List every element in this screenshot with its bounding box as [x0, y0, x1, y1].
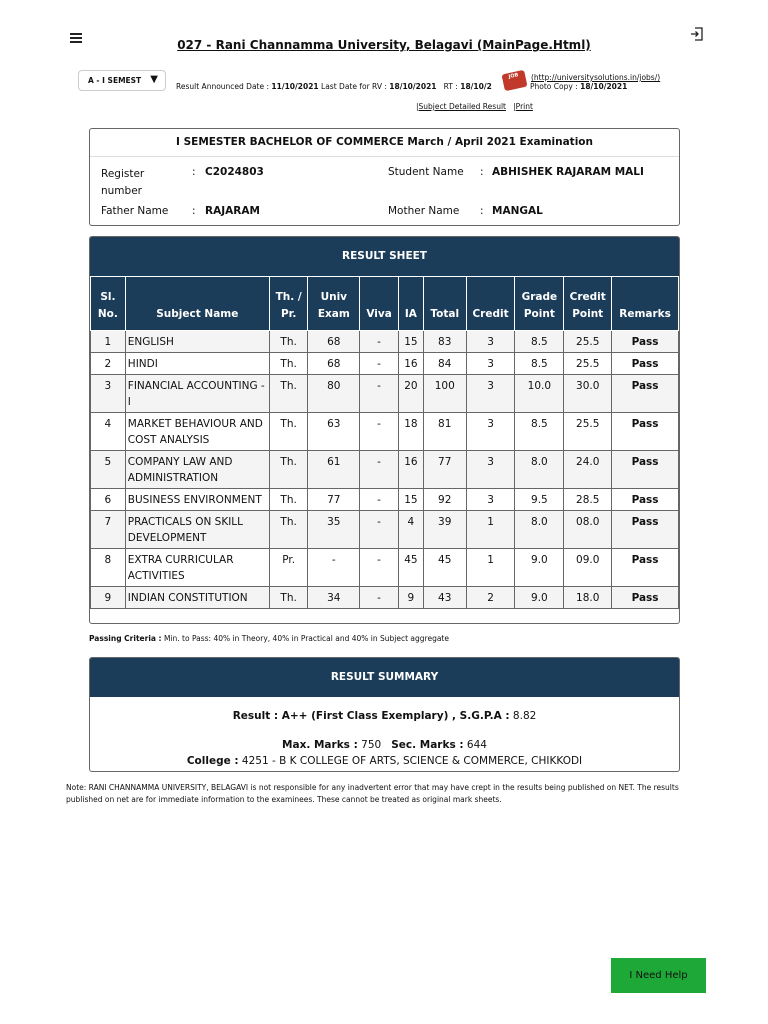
remarks-cell: Pass	[612, 489, 679, 511]
table-cell: 9.5	[515, 489, 564, 511]
table-cell: 39	[423, 511, 466, 549]
marks-line	[90, 739, 679, 751]
result-line	[90, 710, 679, 722]
table-cell: 61	[308, 451, 360, 489]
table-cell: 4	[398, 511, 423, 549]
result-summary	[89, 657, 680, 772]
table-cell: 3	[466, 451, 515, 489]
remarks-cell: Pass	[612, 375, 679, 413]
table-cell: -	[360, 549, 399, 587]
college-label: College :	[186, 755, 239, 767]
table-cell: 43	[423, 587, 466, 609]
table-cell: 15	[398, 489, 423, 511]
sec-marks-label: Sec. Marks :	[391, 739, 464, 751]
remarks-cell: Pass	[612, 549, 679, 587]
table-row	[91, 489, 679, 511]
table-cell: 10.0	[515, 375, 564, 413]
table-cell: -	[360, 353, 399, 375]
table-cell: 08.0	[564, 511, 612, 549]
table-cell: -	[360, 331, 399, 353]
table-cell: Th.	[269, 511, 308, 549]
table-row	[91, 353, 679, 375]
announce-line	[176, 82, 492, 91]
table-cell: 20	[398, 375, 423, 413]
remarks-cell: Pass	[612, 511, 679, 549]
student-name-label: Student Name	[388, 166, 464, 178]
table-cell: 3	[91, 375, 126, 413]
remarks-cell: Pass	[612, 413, 679, 451]
jobs-badge-icon[interactable]	[501, 70, 527, 91]
subject-name-cell: PRACTICALS ON SKILL DEVELOPMENT	[125, 511, 269, 549]
table-cell: 35	[308, 511, 360, 549]
table-cell: 25.5	[564, 331, 612, 353]
passing-criteria	[89, 634, 449, 643]
table-row	[91, 511, 679, 549]
table-cell: 09.0	[564, 549, 612, 587]
table-cell: 5	[91, 451, 126, 489]
sgpa-value: 8.82	[512, 710, 537, 722]
table-cell: -	[360, 413, 399, 451]
links-row	[416, 102, 533, 111]
sec-marks-value: 644	[466, 739, 487, 751]
exam-title: I SEMESTER BACHELOR OF COMMERCE March / April 2021 Examination	[90, 129, 679, 157]
column-header: Viva	[360, 277, 399, 331]
result-sheet	[89, 236, 680, 624]
semester-select[interactable]	[78, 70, 166, 91]
table-cell: -	[360, 489, 399, 511]
table-cell: 28.5	[564, 489, 612, 511]
subject-name-cell: EXTRA CURRICULAR ACTIVITIES	[125, 549, 269, 587]
table-cell: Th.	[269, 413, 308, 451]
table-cell: 18	[398, 413, 423, 451]
table-cell: 25.5	[564, 353, 612, 375]
jobs-badge-text: JOB	[508, 72, 520, 81]
link-separator: |	[513, 102, 516, 111]
criteria-text: Min. to Pass: 40% in Theory, 40% in Practical and 40% in Subject aggregate	[163, 634, 449, 643]
caret-down-icon: ▼	[150, 74, 158, 85]
help-button[interactable]: I Need Help	[611, 958, 706, 993]
table-cell: 9.0	[515, 587, 564, 609]
table-cell: 15	[398, 331, 423, 353]
max-marks-value: 750	[361, 739, 382, 751]
table-cell: 16	[398, 353, 423, 375]
table-cell: 1	[91, 331, 126, 353]
table-cell: -	[360, 511, 399, 549]
table-cell: 16	[398, 451, 423, 489]
subject-name-cell: BUSINESS ENVIRONMENT	[125, 489, 269, 511]
table-cell: 77	[308, 489, 360, 511]
criteria-label: Passing Criteria :	[89, 634, 162, 643]
table-cell: 8.5	[515, 331, 564, 353]
college-value: 4251 - B K COLLEGE OF ARTS, SCIENCE & COMMERCE, CHIKKODI	[241, 755, 583, 767]
site-link[interactable]: (http://universitysolutions.in/jobs/)	[531, 73, 661, 82]
table-cell: 100	[423, 375, 466, 413]
table-cell: 9	[91, 587, 126, 609]
table-cell: 2	[91, 353, 126, 375]
colon: :	[192, 205, 196, 217]
column-header: Credit	[466, 277, 515, 331]
table-row	[91, 549, 679, 587]
table-cell: 63	[308, 413, 360, 451]
column-header: Credit Point	[564, 277, 612, 331]
table-cell: 81	[423, 413, 466, 451]
column-header: Univ Exam	[308, 277, 360, 331]
column-header: Remarks	[612, 277, 679, 331]
table-cell: 7	[91, 511, 126, 549]
colon: :	[480, 166, 484, 178]
table-cell: 92	[423, 489, 466, 511]
table-cell: 45	[398, 549, 423, 587]
result-summary-heading: RESULT SUMMARY	[90, 658, 679, 697]
table-cell: 24.0	[564, 451, 612, 489]
column-header: Total	[423, 277, 466, 331]
photo-copy-line	[530, 82, 627, 91]
mother-name-label: Mother Name	[388, 205, 460, 217]
result-sheet-heading: RESULT SHEET	[90, 237, 679, 276]
result-date-label: Result Announced Date :	[176, 82, 270, 91]
table-cell: 8.5	[515, 353, 564, 375]
table-row	[91, 375, 679, 413]
remarks-cell: Pass	[612, 587, 679, 609]
column-header: Th. / Pr.	[269, 277, 308, 331]
table-row	[91, 587, 679, 609]
table-cell: 83	[423, 331, 466, 353]
register-label: Register number	[101, 168, 145, 197]
table-cell: 8	[91, 549, 126, 587]
father-name-label: Father Name	[101, 205, 169, 217]
table-row	[91, 413, 679, 451]
table-cell: Th.	[269, 375, 308, 413]
table-cell: 1	[466, 549, 515, 587]
table-cell: -	[308, 549, 360, 587]
subject-name-cell: HINDI	[125, 353, 269, 375]
exit-icon[interactable]	[690, 27, 704, 41]
semester-select-value: A - I SEMEST	[88, 76, 142, 85]
remarks-cell: Pass	[612, 331, 679, 353]
father-name: RAJARAM	[205, 205, 260, 217]
table-row	[91, 451, 679, 489]
table-cell: 25.5	[564, 413, 612, 451]
result-date: 11/10/2021	[271, 82, 319, 91]
table-cell: -	[360, 451, 399, 489]
table-cell: 3	[466, 489, 515, 511]
remarks-cell: Pass	[612, 353, 679, 375]
table-cell: 3	[466, 413, 515, 451]
table-cell: 3	[466, 331, 515, 353]
table-cell: 68	[308, 353, 360, 375]
table-cell: Pr.	[269, 549, 308, 587]
subject-name-cell: MARKET BEHAVIOUR AND COST ANALYSIS	[125, 413, 269, 451]
table-cell: 9	[398, 587, 423, 609]
table-cell: 80	[308, 375, 360, 413]
subject-name-cell: ENGLISH	[125, 331, 269, 353]
table-cell: 84	[423, 353, 466, 375]
mother-name: MANGAL	[492, 205, 543, 217]
table-cell: 3	[466, 375, 515, 413]
table-cell: 45	[423, 549, 466, 587]
table-cell: 6	[91, 489, 126, 511]
exam-info-box	[89, 128, 680, 226]
remarks-cell: Pass	[612, 451, 679, 489]
table-cell: 18.0	[564, 587, 612, 609]
college-line	[90, 755, 679, 767]
table-cell: 34	[308, 587, 360, 609]
subject-name-cell: FINANCIAL ACCOUNTING - I	[125, 375, 269, 413]
table-cell: 9.0	[515, 549, 564, 587]
column-header: Sl. No.	[91, 277, 126, 331]
table-cell: 8.5	[515, 413, 564, 451]
student-name: ABHISHEK RAJARAM MALI	[492, 166, 644, 178]
table-cell: Th.	[269, 353, 308, 375]
rv-date: 18/10/2021	[389, 82, 437, 91]
rv-date-label: Last Date for RV :	[321, 82, 387, 91]
page-title: 027 - Rani Channamma University, Belagavi (MainPage.Html)	[177, 38, 591, 52]
table-cell: 8.0	[515, 451, 564, 489]
colon: :	[480, 205, 484, 217]
table-cell: 8.0	[515, 511, 564, 549]
table-cell: 2	[466, 587, 515, 609]
column-header: Grade Point	[515, 277, 564, 331]
table-row	[91, 331, 679, 353]
rt-date: 18/10/2	[460, 82, 492, 91]
column-header: IA	[398, 277, 423, 331]
table-cell: Th.	[269, 587, 308, 609]
table-cell: Th.	[269, 451, 308, 489]
column-header: Subject Name	[125, 277, 269, 331]
colon: :	[192, 166, 196, 178]
table-cell: Th.	[269, 331, 308, 353]
rt-date-label: RT :	[443, 82, 458, 91]
max-marks-label: Max. Marks :	[282, 739, 358, 751]
subject-detailed-link[interactable]: Subject Detailed Result	[418, 102, 506, 111]
table-cell: -	[360, 375, 399, 413]
table-cell: 77	[423, 451, 466, 489]
table-header-row	[91, 277, 679, 331]
print-link[interactable]: Print	[515, 102, 533, 111]
table-cell: 1	[466, 511, 515, 549]
table-cell: Th.	[269, 489, 308, 511]
table-cell: 4	[91, 413, 126, 451]
result-label: Result : A++ (First Class Exemplary) , S.G.P.A :	[232, 710, 510, 722]
photo-copy-date: 18/10/2021	[580, 82, 628, 91]
marks-table	[90, 276, 679, 609]
table-cell: 3	[466, 353, 515, 375]
link-separator: |	[416, 102, 419, 111]
register-number: C2024803	[205, 166, 264, 178]
table-cell: 30.0	[564, 375, 612, 413]
subject-name-cell: COMPANY LAW AND ADMINISTRATION	[125, 451, 269, 489]
photo-copy-label: Photo Copy :	[530, 82, 578, 91]
table-cell: -	[360, 587, 399, 609]
disclaimer-note: Note: RANI CHANNAMMA UNIVERSITY, BELAGAVI is not responsible for any inadvertent error that may have crept in the results being published on NET. The results published on net are for immediate information to the examinees. These cannot be treated as original mark sheets.	[66, 783, 679, 804]
table-cell: 68	[308, 331, 360, 353]
subject-name-cell: INDIAN CONSTITUTION	[125, 587, 269, 609]
